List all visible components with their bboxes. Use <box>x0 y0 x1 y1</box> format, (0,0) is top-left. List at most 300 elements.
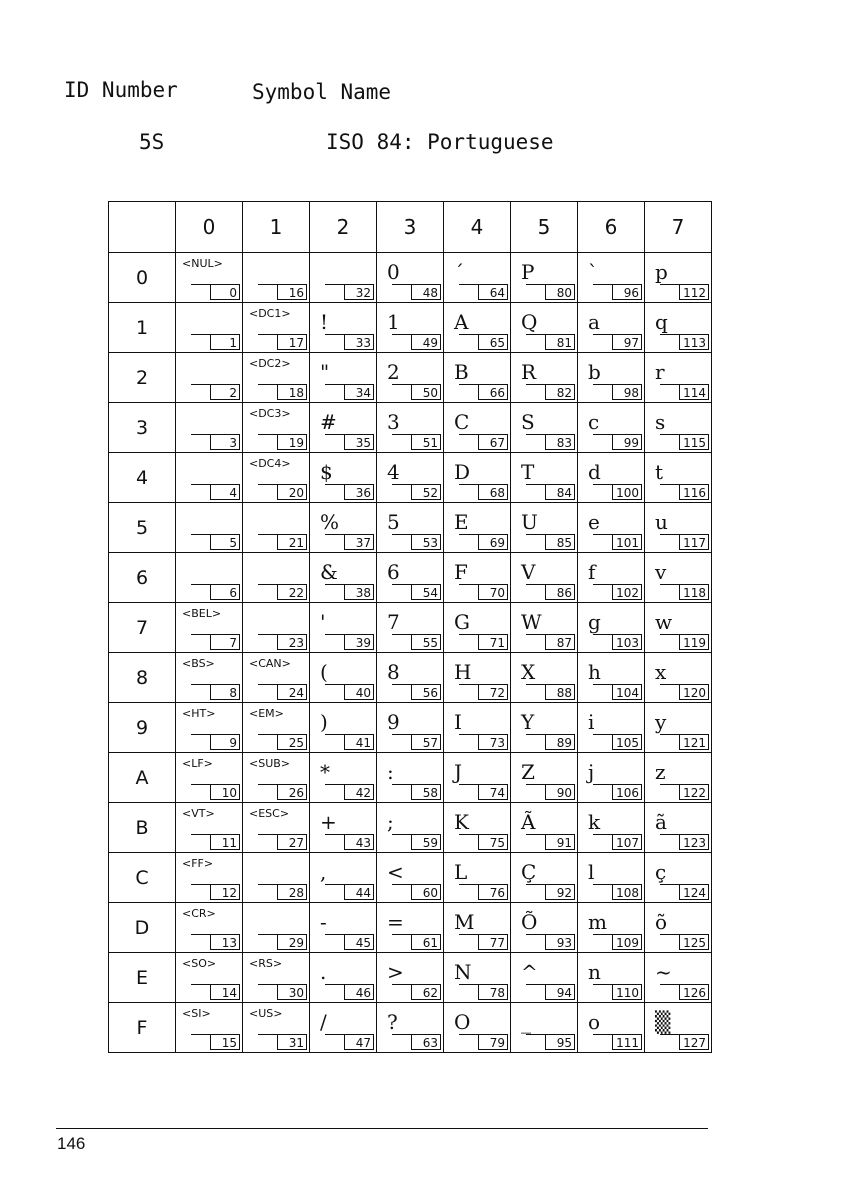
column-header: 7 <box>645 202 712 253</box>
decimal-code-box: 57 <box>411 734 441 750</box>
char-cell <box>578 953 645 1003</box>
decimal-code-box: 31 <box>277 1034 307 1050</box>
char-cell <box>645 603 712 653</box>
char-cell <box>578 453 645 503</box>
char-glyph: K <box>454 810 469 834</box>
char-cell <box>578 303 645 353</box>
decimal-code-box: 9 <box>210 734 240 750</box>
decimal-code-box: 72 <box>478 684 508 700</box>
column-header: 2 <box>310 202 377 253</box>
char-glyph: Õ <box>521 910 538 934</box>
decimal-code-box: 69 <box>478 534 508 550</box>
decimal-code-box: 63 <box>411 1034 441 1050</box>
char-cell <box>377 653 444 703</box>
char-glyph: . <box>320 960 327 984</box>
decimal-code-box: 24 <box>277 684 307 700</box>
char-cell <box>511 853 578 903</box>
decimal-code-box: 22 <box>277 584 307 600</box>
char-cell <box>176 353 243 403</box>
char-cell <box>511 353 578 403</box>
char-cell <box>578 1003 645 1053</box>
char-cell <box>511 503 578 553</box>
row-header: 4 <box>109 453 176 503</box>
char-cell <box>578 403 645 453</box>
char-cell <box>310 453 377 503</box>
decimal-code-box: 37 <box>344 534 374 550</box>
decimal-code-box: 55 <box>411 634 441 650</box>
table-row <box>109 953 712 1003</box>
char-glyph: c <box>588 410 600 434</box>
row-header: 8 <box>109 653 176 703</box>
char-cell <box>243 903 310 953</box>
decimal-code-box: 19 <box>277 434 307 450</box>
char-cell <box>645 903 712 953</box>
char-cell <box>243 403 310 453</box>
row-header: D <box>109 903 176 953</box>
decimal-code-box: 111 <box>612 1034 642 1050</box>
symbol-name-value: ISO 84: Portuguese <box>326 130 554 154</box>
char-glyph: õ <box>655 910 668 934</box>
char-cell <box>578 353 645 403</box>
control-code-label: <EM> <box>249 707 284 720</box>
decimal-code-box: 52 <box>411 484 441 500</box>
char-glyph: J <box>454 760 463 784</box>
char-glyph: D <box>454 460 471 484</box>
character-set-table-container <box>108 201 712 1053</box>
char-cell <box>243 453 310 503</box>
decimal-code-box: 62 <box>411 984 441 1000</box>
char-glyph: : <box>387 760 394 784</box>
decimal-code-box: 83 <box>545 434 575 450</box>
char-glyph: H <box>454 660 472 684</box>
char-cell <box>645 453 712 503</box>
char-cell <box>243 803 310 853</box>
decimal-code-box: 93 <box>545 934 575 950</box>
char-cell <box>444 453 511 503</box>
control-code-label: <BEL> <box>182 607 222 620</box>
decimal-code-box: 8 <box>210 684 240 700</box>
char-cell <box>578 853 645 903</box>
char-glyph: N <box>454 960 472 984</box>
decimal-code-box: 35 <box>344 434 374 450</box>
control-code-label: <DC2> <box>249 357 291 370</box>
decimal-code-box: 13 <box>210 934 240 950</box>
decimal-code-box: 48 <box>411 284 441 300</box>
char-cell <box>176 553 243 603</box>
control-code-label: <US> <box>249 1007 283 1020</box>
char-glyph: a <box>588 310 600 334</box>
char-cell <box>243 953 310 1003</box>
char-glyph: 9 <box>387 710 400 734</box>
column-header-row <box>109 202 712 253</box>
char-glyph: d <box>588 460 601 484</box>
decimal-code-box: 60 <box>411 884 441 900</box>
char-glyph: ´ <box>454 260 464 284</box>
char-cell <box>243 303 310 353</box>
char-cell <box>243 603 310 653</box>
char-cell <box>511 653 578 703</box>
char-cell <box>578 253 645 303</box>
decimal-code-box: 38 <box>344 584 374 600</box>
decimal-code-box: 124 <box>679 884 709 900</box>
column-header: 5 <box>511 202 578 253</box>
char-glyph: < <box>387 860 404 884</box>
char-glyph: ? <box>387 1010 398 1034</box>
decimal-code-box: 98 <box>612 384 642 400</box>
row-header: E <box>109 953 176 1003</box>
char-glyph: 5 <box>387 510 400 534</box>
decimal-code-box: 73 <box>478 734 508 750</box>
char-cell <box>645 803 712 853</box>
decimal-code-box: 94 <box>545 984 575 1000</box>
char-cell <box>310 403 377 453</box>
control-code-label: <DC1> <box>249 307 291 320</box>
char-glyph: m <box>588 910 607 934</box>
control-code-label: <RS> <box>249 957 283 970</box>
char-glyph: P <box>521 260 535 284</box>
decimal-code-box: 36 <box>344 484 374 500</box>
decimal-code-box: 103 <box>612 634 642 650</box>
char-cell <box>176 953 243 1003</box>
decimal-code-box: 80 <box>545 284 575 300</box>
decimal-code-box: 117 <box>679 534 709 550</box>
char-glyph: q <box>655 310 668 334</box>
table-row <box>109 503 712 553</box>
decimal-code-box: 113 <box>679 334 709 350</box>
char-cell <box>377 353 444 403</box>
column-header: 1 <box>243 202 310 253</box>
decimal-code-box: 5 <box>210 534 240 550</box>
row-header: 7 <box>109 603 176 653</box>
char-glyph: Q <box>521 310 538 334</box>
char-glyph: ! <box>320 310 329 334</box>
char-glyph: $ <box>320 460 333 484</box>
char-cell <box>444 853 511 903</box>
char-cell <box>243 353 310 403</box>
decimal-code-box: 121 <box>679 734 709 750</box>
decimal-code-box: 47 <box>344 1034 374 1050</box>
char-cell <box>511 403 578 453</box>
control-code-label: <ESC> <box>249 807 290 820</box>
char-cell <box>645 853 712 903</box>
char-glyph: R <box>521 360 537 384</box>
char-cell <box>578 753 645 803</box>
decimal-code-box: 101 <box>612 534 642 550</box>
char-cell <box>176 503 243 553</box>
char-glyph: 6 <box>387 560 400 584</box>
control-code-label: <SI> <box>182 1007 211 1020</box>
row-header: C <box>109 853 176 903</box>
decimal-code-box: 96 <box>612 284 642 300</box>
char-cell <box>243 503 310 553</box>
char-cell <box>444 903 511 953</box>
decimal-code-box: 11 <box>210 834 240 850</box>
decimal-code-box: 41 <box>344 734 374 750</box>
char-cell <box>377 703 444 753</box>
char-cell <box>377 303 444 353</box>
char-glyph: ã <box>655 810 667 834</box>
char-glyph: O <box>454 1010 471 1034</box>
table-row <box>109 703 712 753</box>
char-cell <box>444 703 511 753</box>
char-cell <box>645 253 712 303</box>
decimal-code-box: 7 <box>210 634 240 650</box>
id-number-label: ID Number <box>64 78 178 102</box>
control-code-label: <CR> <box>182 907 216 920</box>
char-glyph: ~ <box>655 960 672 984</box>
char-cell <box>511 903 578 953</box>
decimal-code-box: 43 <box>344 834 374 850</box>
char-glyph: = <box>387 910 404 934</box>
row-header: F <box>109 1003 176 1053</box>
decimal-code-box: 90 <box>545 784 575 800</box>
decimal-code-box: 75 <box>478 834 508 850</box>
char-cell <box>645 303 712 353</box>
char-cell <box>176 403 243 453</box>
char-cell <box>377 553 444 603</box>
char-glyph: Z <box>521 760 535 784</box>
char-cell <box>377 603 444 653</box>
char-cell <box>243 553 310 603</box>
char-cell <box>511 253 578 303</box>
decimal-code-box: 77 <box>478 934 508 950</box>
decimal-code-box: 64 <box>478 284 508 300</box>
decimal-code-box: 49 <box>411 334 441 350</box>
char-glyph: U <box>521 510 538 534</box>
char-glyph: & <box>320 560 338 584</box>
table-row <box>109 1003 712 1053</box>
char-cell <box>243 1003 310 1053</box>
char-cell <box>377 1003 444 1053</box>
char-cell <box>310 603 377 653</box>
row-header: 3 <box>109 403 176 453</box>
char-cell <box>176 703 243 753</box>
table-row <box>109 553 712 603</box>
char-cell <box>444 503 511 553</box>
char-glyph: I <box>454 710 462 734</box>
char-cell <box>511 453 578 503</box>
symbol-name-label: Symbol Name <box>252 80 392 104</box>
char-cell <box>645 653 712 703</box>
decimal-code-box: 50 <box>411 384 441 400</box>
char-cell <box>578 503 645 553</box>
table-row <box>109 453 712 503</box>
row-header: 6 <box>109 553 176 603</box>
char-cell <box>578 803 645 853</box>
char-glyph: g <box>588 610 601 634</box>
char-cell <box>444 603 511 653</box>
decimal-code-box: 126 <box>679 984 709 1000</box>
char-glyph: X <box>521 660 536 684</box>
decimal-code-box: 58 <box>411 784 441 800</box>
decimal-code-box: 123 <box>679 834 709 850</box>
decimal-code-box: 118 <box>679 584 709 600</box>
decimal-code-box: 0 <box>210 284 240 300</box>
char-glyph: / <box>320 1010 327 1034</box>
char-glyph: x <box>655 660 667 684</box>
decimal-code-box: 12 <box>210 884 240 900</box>
decimal-code-box: 10 <box>210 784 240 800</box>
control-code-label: <VT> <box>182 807 215 820</box>
decimal-code-box: 14 <box>210 984 240 1000</box>
decimal-code-box: 39 <box>344 634 374 650</box>
decimal-code-box: 89 <box>545 734 575 750</box>
decimal-code-box: 99 <box>612 434 642 450</box>
control-code-label: <BS> <box>182 657 215 670</box>
char-cell <box>511 753 578 803</box>
id-number-value: 5S <box>139 130 165 154</box>
decimal-code-box: 32 <box>344 284 374 300</box>
decimal-code-box: 68 <box>478 484 508 500</box>
decimal-code-box: 40 <box>344 684 374 700</box>
decimal-code-box: 70 <box>478 584 508 600</box>
char-cell <box>377 853 444 903</box>
char-cell <box>310 653 377 703</box>
char-cell <box>444 753 511 803</box>
char-glyph: 8 <box>387 660 400 684</box>
decimal-code-box: 59 <box>411 834 441 850</box>
control-code-label: <DC4> <box>249 457 291 470</box>
char-cell <box>310 253 377 303</box>
decimal-code-box: 33 <box>344 334 374 350</box>
char-glyph: # <box>320 410 337 434</box>
decimal-code-box: 127 <box>679 1034 709 1050</box>
footer-rule <box>56 1128 708 1129</box>
decimal-code-box: 112 <box>679 284 709 300</box>
decimal-code-box: 15 <box>210 1034 240 1050</box>
decimal-code-box: 1 <box>210 334 240 350</box>
char-cell <box>511 953 578 1003</box>
char-glyph: S <box>521 410 535 434</box>
column-header: 4 <box>444 202 511 253</box>
decimal-code-box: 104 <box>612 684 642 700</box>
table-row <box>109 253 712 303</box>
table-row <box>109 803 712 853</box>
char-glyph: W <box>521 610 542 634</box>
char-glyph: " <box>320 360 330 384</box>
table-corner-cell <box>109 202 176 253</box>
char-glyph: ▒ <box>655 1010 671 1034</box>
decimal-code-box: 105 <box>612 734 642 750</box>
char-glyph: 2 <box>387 360 400 384</box>
decimal-code-box: 109 <box>612 934 642 950</box>
decimal-code-box: 44 <box>344 884 374 900</box>
char-cell <box>176 653 243 703</box>
column-header: 6 <box>578 202 645 253</box>
char-cell <box>511 803 578 853</box>
char-cell <box>511 1003 578 1053</box>
char-cell <box>444 553 511 603</box>
decimal-code-box: 107 <box>612 834 642 850</box>
decimal-code-box: 95 <box>545 1034 575 1050</box>
char-cell <box>578 903 645 953</box>
char-cell <box>377 953 444 1003</box>
decimal-code-box: 92 <box>545 884 575 900</box>
char-cell <box>645 703 712 753</box>
char-glyph: l <box>588 860 595 884</box>
decimal-code-box: 82 <box>545 384 575 400</box>
character-set-table <box>108 201 712 1053</box>
char-glyph: j <box>588 760 595 784</box>
decimal-code-box: 54 <box>411 584 441 600</box>
row-header: 9 <box>109 703 176 753</box>
char-glyph: E <box>454 510 469 534</box>
control-code-label: <HT> <box>182 707 216 720</box>
char-cell <box>243 653 310 703</box>
char-cell <box>310 753 377 803</box>
table-row <box>109 403 712 453</box>
row-header: 0 <box>109 253 176 303</box>
char-glyph: _ <box>521 1010 531 1034</box>
column-header: 0 <box>176 202 243 253</box>
char-cell <box>310 503 377 553</box>
char-glyph: Y <box>521 710 535 734</box>
char-cell <box>310 903 377 953</box>
control-code-label: <DC3> <box>249 407 291 420</box>
char-cell <box>310 303 377 353</box>
decimal-code-box: 3 <box>210 434 240 450</box>
char-glyph: b <box>588 360 601 384</box>
decimal-code-box: 56 <box>411 684 441 700</box>
char-glyph: z <box>655 760 666 784</box>
char-glyph: + <box>320 810 337 834</box>
decimal-code-box: 66 <box>478 384 508 400</box>
decimal-code-box: 71 <box>478 634 508 650</box>
decimal-code-box: 84 <box>545 484 575 500</box>
decimal-code-box: 29 <box>277 934 307 950</box>
char-glyph: 1 <box>387 310 400 334</box>
char-glyph: ^ <box>521 960 538 984</box>
char-glyph: ; <box>387 810 394 834</box>
decimal-code-box: 34 <box>344 384 374 400</box>
decimal-code-box: 23 <box>277 634 307 650</box>
decimal-code-box: 28 <box>277 884 307 900</box>
char-cell <box>444 803 511 853</box>
decimal-code-box: 81 <box>545 334 575 350</box>
decimal-code-box: 108 <box>612 884 642 900</box>
decimal-code-box: 91 <box>545 834 575 850</box>
char-cell <box>578 653 645 703</box>
char-glyph: Ã <box>521 810 536 834</box>
char-cell <box>511 603 578 653</box>
decimal-code-box: 106 <box>612 784 642 800</box>
table-row <box>109 853 712 903</box>
decimal-code-box: 2 <box>210 384 240 400</box>
decimal-code-box: 74 <box>478 784 508 800</box>
char-glyph: e <box>588 510 600 534</box>
decimal-code-box: 97 <box>612 334 642 350</box>
char-glyph: r <box>655 360 665 384</box>
char-cell <box>310 953 377 1003</box>
char-cell <box>444 653 511 703</box>
control-code-label: <FF> <box>182 857 214 870</box>
table-row <box>109 303 712 353</box>
char-cell <box>176 253 243 303</box>
char-glyph: n <box>588 960 601 984</box>
decimal-code-box: 26 <box>277 784 307 800</box>
decimal-code-box: 116 <box>679 484 709 500</box>
char-cell <box>243 703 310 753</box>
char-glyph: 7 <box>387 610 400 634</box>
char-glyph: t <box>655 460 664 484</box>
char-glyph: 0 <box>387 260 400 284</box>
decimal-code-box: 51 <box>411 434 441 450</box>
char-cell <box>243 253 310 303</box>
char-cell <box>176 453 243 503</box>
char-glyph: G <box>454 610 470 634</box>
char-cell <box>176 753 243 803</box>
char-glyph: ç <box>655 860 667 884</box>
